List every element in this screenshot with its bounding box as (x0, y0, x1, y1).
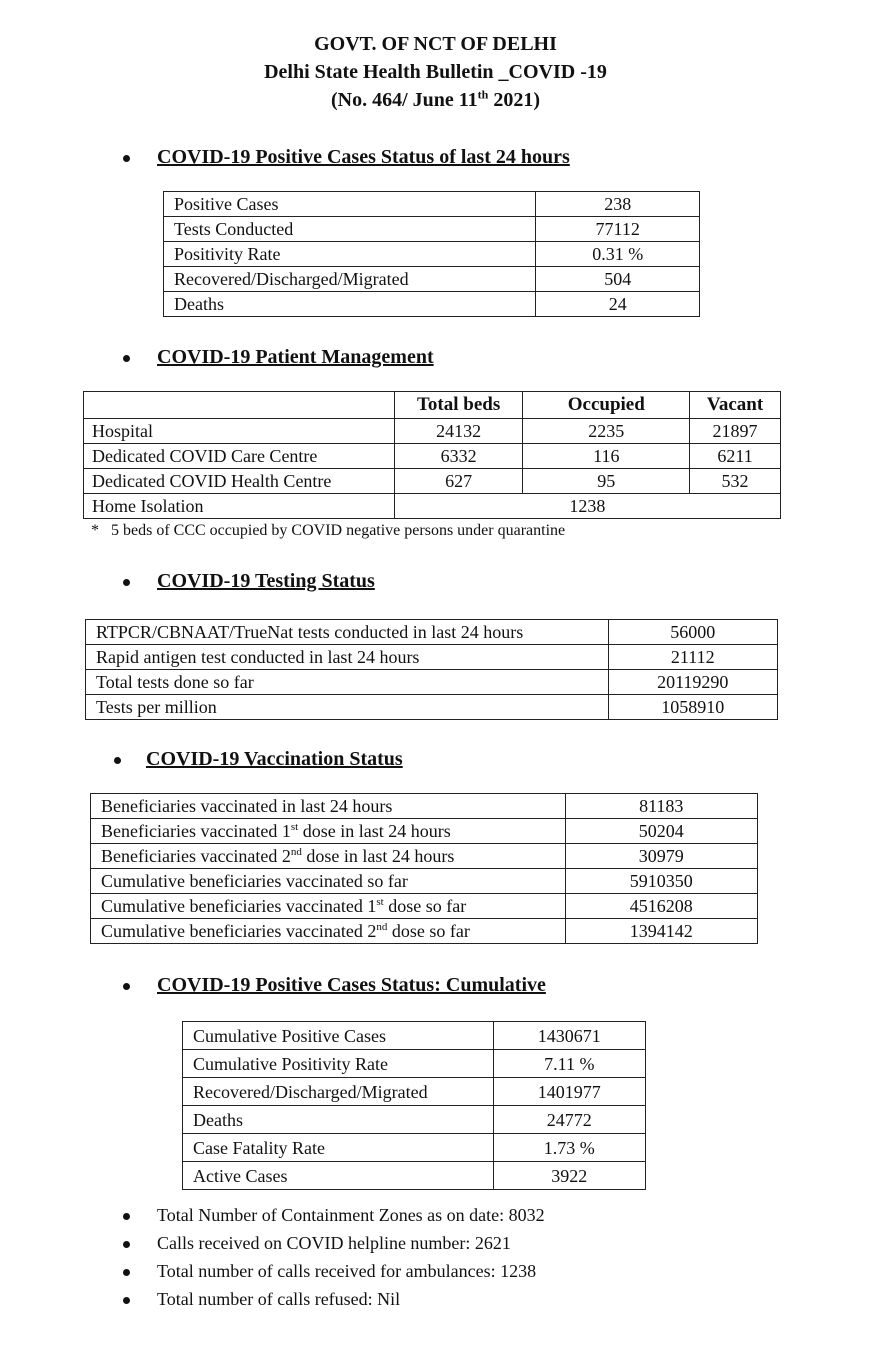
table-row (183, 1078, 646, 1106)
table-header-row (84, 392, 781, 419)
cumulative-status-table (182, 1021, 646, 1190)
table-row (164, 242, 700, 267)
bullet-icon (123, 579, 130, 586)
row-value: 3922 (493, 1162, 645, 1190)
header-vacant: Vacant (690, 392, 781, 419)
row-label: Hospital (84, 419, 395, 444)
table-row (86, 645, 778, 670)
table-row (164, 217, 700, 242)
section-title-positive-24h: COVID-19 Positive Cases Status of last 24 hours (157, 146, 570, 168)
table-row (84, 419, 781, 444)
row-value: 1401977 (493, 1078, 645, 1106)
total-beds-value: 24132 (394, 419, 523, 444)
table-row (91, 844, 758, 869)
table-row (84, 444, 781, 469)
row-value: 238 (536, 192, 700, 217)
row-label: Cumulative beneficiaries vaccinated 1st dose so far (91, 894, 566, 919)
row-value: 81183 (565, 794, 757, 819)
row-value: 77112 (536, 217, 700, 242)
vaccination-status-table (90, 793, 758, 944)
bullet-icon (123, 983, 130, 990)
table-row (164, 192, 700, 217)
row-value: 20119290 (608, 670, 778, 695)
table-row (183, 1162, 646, 1190)
table-row (84, 494, 781, 519)
table-row (86, 620, 778, 645)
containment-zones-item: Total Number of Containment Zones as on date: 8032 (157, 1205, 545, 1225)
row-value: 4516208 (565, 894, 757, 919)
table-row (91, 894, 758, 919)
table-row (183, 1050, 646, 1078)
row-label: RTPCR/CBNAAT/TrueNat tests conducted in last 24 hours (86, 620, 609, 645)
occupied-value: 2235 (523, 419, 690, 444)
table-row (164, 267, 700, 292)
row-label: Case Fatality Rate (183, 1134, 494, 1162)
row-value: 1394142 (565, 919, 757, 944)
row-label: Dedicated COVID Health Centre (84, 469, 395, 494)
row-label: Active Cases (183, 1162, 494, 1190)
row-value: 21112 (608, 645, 778, 670)
table-row (183, 1134, 646, 1162)
row-value: 30979 (565, 844, 757, 869)
section-title-patient-management: COVID-19 Patient Management (157, 346, 434, 368)
row-label: Total tests done so far (86, 670, 609, 695)
beds-footnote: * 5 beds of CCC occupied by COVID negative persons under quarantine (91, 522, 566, 539)
row-value: 504 (536, 267, 700, 292)
row-label: Beneficiaries vaccinated 2nd dose in last 24 hours (91, 844, 566, 869)
table-row (164, 292, 700, 317)
table-row (183, 1022, 646, 1050)
bullet-icon (123, 1213, 130, 1220)
row-label: Recovered/Discharged/Migrated (164, 267, 536, 292)
row-value: 5910350 (565, 869, 757, 894)
row-label: Beneficiaries vaccinated in last 24 hours (91, 794, 566, 819)
row-label: Cumulative Positivity Rate (183, 1050, 494, 1078)
row-label: Deaths (183, 1106, 494, 1134)
positive-24h-table (163, 191, 700, 317)
bulletin-govt-title: GOVT. OF NCT OF DELHI (314, 33, 557, 55)
patient-management-table (83, 391, 781, 519)
testing-status-table (85, 619, 778, 720)
section-title-vaccination-status: COVID-19 Vaccination Status (146, 748, 403, 770)
vacant-value: 21897 (690, 419, 781, 444)
table-row (84, 469, 781, 494)
row-label: Positive Cases (164, 192, 536, 217)
row-label: Positivity Rate (164, 242, 536, 267)
calls-refused-item: Total number of calls refused: Nil (157, 1289, 401, 1309)
bulletin-number-date: (No. 464/ June 11th 2021) (330, 87, 541, 111)
row-label: Cumulative beneficiaries vaccinated so far (91, 869, 566, 894)
ambulance-calls-item: Total number of calls received for ambulances: 1238 (157, 1261, 537, 1281)
row-label: Cumulative beneficiaries vaccinated 2nd dose so far (91, 919, 566, 944)
row-value: 1058910 (608, 695, 778, 720)
row-label: Recovered/Discharged/Migrated (183, 1078, 494, 1106)
row-label: Home Isolation (84, 494, 395, 519)
table-row (91, 819, 758, 844)
row-value: 1.73 % (493, 1134, 645, 1162)
bullet-icon (123, 1269, 130, 1276)
row-label: Deaths (164, 292, 536, 317)
row-label: Cumulative Positive Cases (183, 1022, 494, 1050)
table-row (183, 1106, 646, 1134)
header-total-beds: Total beds (394, 392, 523, 419)
helpline-calls-item: Calls received on COVID helpline number: 2621 (157, 1233, 511, 1253)
home-isolation-value: 1238 (394, 494, 780, 519)
bullet-icon (123, 1241, 130, 1248)
row-label: Dedicated COVID Care Centre (84, 444, 395, 469)
row-label: Rapid antigen test conducted in last 24 hours (86, 645, 609, 670)
bulletin-title: Delhi State Health Bulletin _COVID -19 (264, 61, 607, 83)
row-value: 0.31 % (536, 242, 700, 267)
row-value: 24772 (493, 1106, 645, 1134)
vacant-value: 532 (690, 469, 781, 494)
occupied-value: 95 (523, 469, 690, 494)
total-beds-value: 6332 (394, 444, 523, 469)
vacant-value: 6211 (690, 444, 781, 469)
bullet-icon (123, 1297, 130, 1304)
total-beds-value: 627 (394, 469, 523, 494)
table-row (86, 695, 778, 720)
row-label: Beneficiaries vaccinated 1st dose in last 24 hours (91, 819, 566, 844)
row-value: 50204 (565, 819, 757, 844)
table-row (86, 670, 778, 695)
bullet-icon (123, 355, 130, 362)
row-value: 56000 (608, 620, 778, 645)
section-title-testing-status: COVID-19 Testing Status (157, 570, 375, 592)
bullet-icon (114, 757, 121, 764)
section-title-cumulative: COVID-19 Positive Cases Status: Cumulative (157, 974, 546, 996)
bullet-icon (123, 155, 130, 162)
table-row (91, 919, 758, 944)
row-value: 7.11 % (493, 1050, 645, 1078)
header-occupied: Occupied (523, 392, 690, 419)
row-label: Tests per million (86, 695, 609, 720)
table-row (91, 794, 758, 819)
header-blank (84, 392, 395, 419)
row-value: 1430671 (493, 1022, 645, 1050)
table-row (91, 869, 758, 894)
row-label: Tests Conducted (164, 217, 536, 242)
row-value: 24 (536, 292, 700, 317)
occupied-value: 116 (523, 444, 690, 469)
